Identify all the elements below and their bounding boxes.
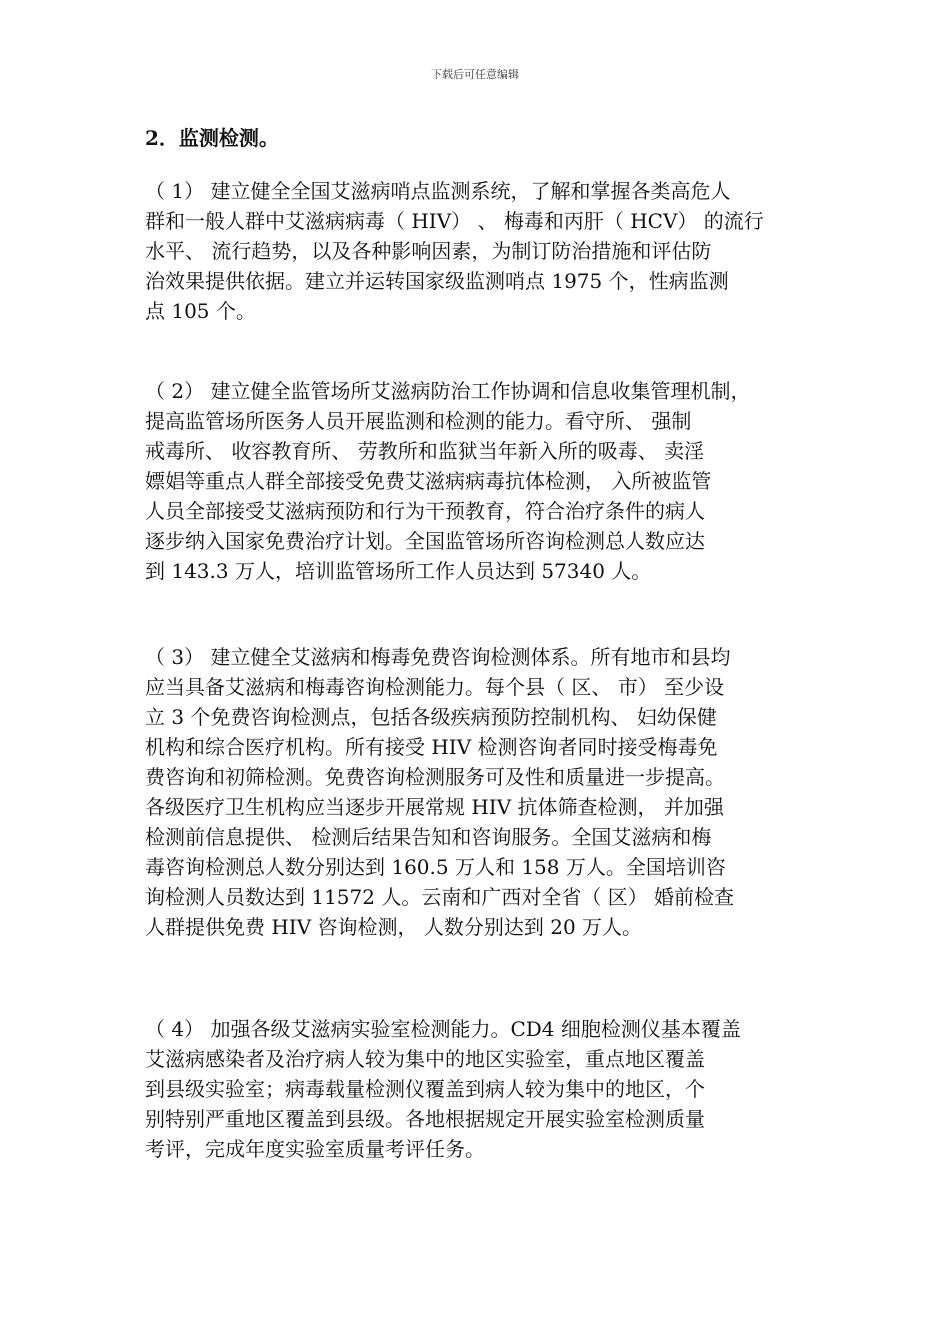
paragraph-line: 检测前信息提供、 检测后结果告知和咨询服务。全国艾滋病和梅 — [145, 825, 712, 849]
paragraph-1 — [145, 176, 810, 326]
paragraph-line: 到县级实验室；病毒载量检测仪覆盖到病人较为集中的地区，个 — [145, 1077, 705, 1101]
section-title: 2．监测检测。 — [145, 126, 279, 150]
paragraph-line: 治效果提供依据。建立并运转国家级监测哨点 1975 个，性病监测 — [145, 269, 729, 293]
paragraph-line: 艾滋病感染者及治疗病人较为集中的地区实验室，重点地区覆盖 — [145, 1047, 705, 1071]
paragraph-line: 嫖娼等重点人群全部接受免费艾滋病病毒抗体检测， 入所被监管 — [145, 469, 712, 493]
paragraph-3 — [145, 642, 810, 942]
paragraph-line: 费咨询和初筛检测。免费咨询检测服务可及性和质量进一步提高。 — [145, 765, 725, 789]
paragraph-line: 应当具备艾滋病和梅毒咨询检测能力。每个县（ 区、 市） 至少设 — [145, 675, 725, 699]
page-header-note: 下载后可任意编辑 — [431, 68, 519, 81]
paragraph-4 — [145, 1014, 810, 1164]
paragraph-line: 群和一般人群中艾滋病病毒（ HIV） 、 梅毒和丙肝（ HCV） 的流行 — [145, 209, 764, 233]
paragraph-line: 别特别严重地区覆盖到县级。各地根据规定开展实验室检测质量 — [145, 1107, 705, 1131]
paragraph-line: 各级医疗卫生机构应当逐步开展常规 HIV 抗体筛查检测， 并加强 — [145, 795, 724, 819]
paragraph-line: 提高监管场所医务人员开展监测和检测的能力。看守所、 强制 — [145, 409, 692, 433]
paragraph-line: 考评，完成年度实验室质量考评任务。 — [145, 1137, 485, 1161]
paragraph-line: 毒咨询检测总人数分别达到 160.5 万人和 158 万人。全国培训咨 — [145, 855, 726, 879]
paragraph-line: 水平、 流行趋势，以及各种影响因素，为制订防治措施和评估防 — [145, 239, 712, 263]
paragraph-line: （ 1） 建立健全全国艾滋病哨点监测系统，了解和掌握各类高危人 — [145, 179, 731, 203]
paragraph-2 — [145, 376, 810, 586]
paragraph-line: 机构和综合医疗机构。所有接受 HIV 检测咨询者同时接受梅毒免 — [145, 735, 718, 759]
paragraph-line: 立 3 个免费咨询检测点，包括各级疾病预防控制机构、 妇幼保健 — [145, 705, 717, 729]
paragraph-line: （ 4） 加强各级艾滋病实验室检测能力。CD4 细胞检测仪基本覆盖 — [145, 1017, 741, 1041]
paragraph-line: （ 2） 建立健全监管场所艾滋病防治工作协调和信息收集管理机制， — [145, 379, 751, 403]
paragraph-line: 到 143.3 万人，培训监管场所工作人员达到 57340 人。 — [145, 559, 652, 583]
paragraph-line: 人员全部接受艾滋病预防和行为干预教育，符合治疗条件的病人 — [145, 499, 705, 523]
paragraph-line: （ 3） 建立健全艾滋病和梅毒免费咨询检测体系。所有地市和县均 — [145, 645, 731, 669]
paragraph-line: 逐步纳入国家免费治疗计划。全国监管场所咨询检测总人数应达 — [145, 529, 705, 553]
paragraph-line: 人群提供免费 HIV 咨询检测， 人数分别达到 20 万人。 — [145, 915, 643, 939]
paragraph-line: 询检测人员数达到 11572 人。云南和广西对全省（ 区） 婚前检查 — [145, 885, 735, 909]
paragraph-line: 戒毒所、 收容教育所、 劳教所和监狱当年新入所的吸毒、 卖淫 — [145, 439, 705, 463]
paragraph-line: 点 105 个。 — [145, 299, 256, 323]
